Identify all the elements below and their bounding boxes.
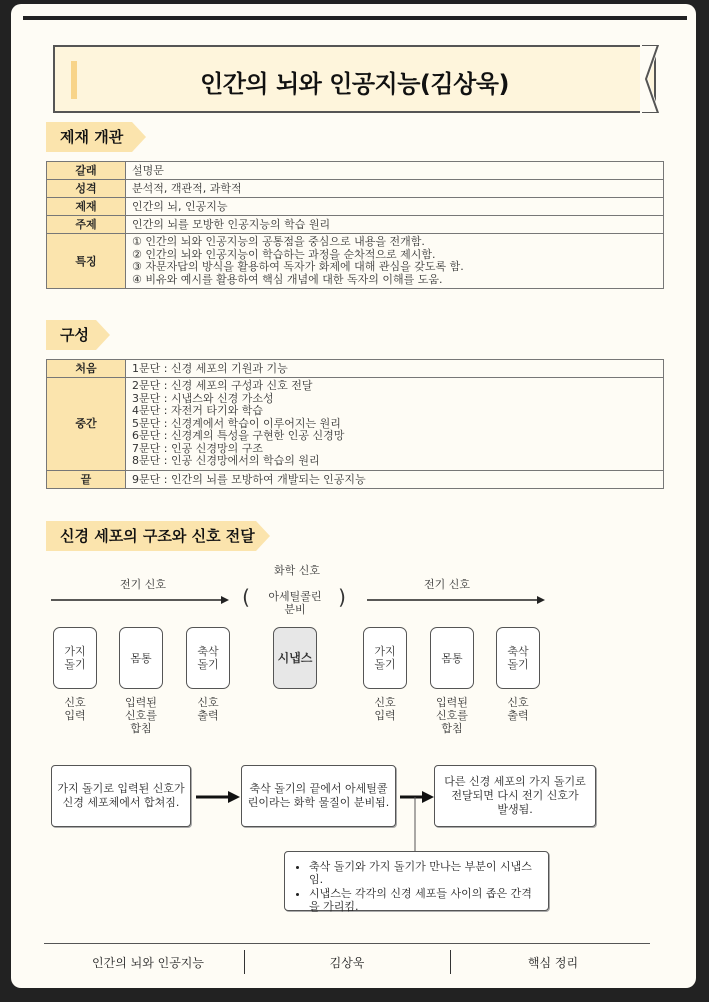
synapse-notes-box [284, 851, 549, 911]
row-value: 설명문 [126, 162, 664, 180]
arrow-right-icon [367, 594, 547, 606]
middle-cell [126, 378, 664, 471]
connector-line [413, 797, 417, 857]
row-value: 9문단 : 인간의 뇌를 모방하여 개발되는 인공지능 [126, 470, 664, 488]
row-label: 성격 [47, 180, 126, 198]
electric-signal-left-label: 전기 신호 [119, 578, 166, 591]
axon-box-left: 축삭 돌기 [186, 627, 230, 689]
paragraph-item: 8문단 : 인공 신경망에서의 학습의 원리 [132, 454, 320, 467]
paragraph-item: 5문단 : 신경계에서 학습이 이루어지는 원리 [132, 416, 341, 430]
feature-item: ④ 비유와 예시를 활용하여 핵심 개념에 대한 독자의 이해를 도움. [132, 272, 443, 286]
row-value: 1문단 : 신경 세포의 기원과 기능 [126, 360, 664, 378]
footer-rule [44, 943, 650, 944]
output-label-right: 신호 출력 [507, 696, 529, 722]
electric-signal-right-label: 전기 신호 [423, 578, 470, 591]
footer-author: 김상욱 [329, 956, 365, 970]
table-row [47, 198, 664, 216]
row-value: 인간의 뇌를 모방한 인공지능의 학습 원리 [126, 216, 664, 234]
row-label: 주제 [47, 216, 126, 234]
bracket-open: ( [242, 585, 250, 609]
synapse-box: 시냅스 [273, 627, 317, 689]
paragraph-item: 7문단 : 인공 신경망의 구조 [132, 441, 263, 455]
table-row [47, 162, 664, 180]
acetylcholine-label: 아세틸콜린 분비 [268, 590, 322, 616]
input-label-left: 신호 입력 [64, 696, 86, 722]
flow-arrow-1-icon [196, 790, 242, 804]
flow-step-1: 가지 돌기로 입력된 신호가 신경 세포체에서 합쳐짐. [51, 765, 191, 827]
soma-box-left: 몸통 [119, 627, 163, 689]
feature-item: ③ 자문자답의 방식을 활용하여 독자가 화제에 대해 관심을 갖도록 함. [132, 260, 464, 273]
section-overview-tag: 제재 개관 [46, 122, 132, 152]
footer-title: 인간의 뇌와 인공지능 [92, 956, 204, 970]
row-label: 제재 [47, 198, 126, 216]
section-structure-tag: 구성 [46, 320, 96, 350]
row-label: 처음 [47, 360, 126, 378]
table-row [47, 180, 664, 198]
paragraph-item: 2문단 : 신경 세포의 구성과 신호 전달 [132, 379, 313, 392]
page-title: 인간의 뇌와 인공지능(김상욱) [200, 70, 509, 98]
row-label: 특징 [47, 234, 126, 289]
flow-step-2: 축삭 돌기의 끝에서 아세틸콜 린이라는 화학 물질이 분비됨. [241, 765, 396, 827]
axon-box-right: 축삭 돌기 [496, 627, 540, 689]
paragraph-item: 3문단 : 시냅스와 신경 가소성 [132, 391, 274, 405]
section-neuron-tag: 신경 세포의 구조와 신호 전달 [46, 521, 256, 551]
table-row [47, 470, 664, 488]
row-label: 끝 [47, 470, 126, 488]
title-banner [53, 45, 656, 113]
row-label: 갈래 [47, 162, 126, 180]
table-row [47, 234, 664, 289]
banner-notch-icon [640, 45, 670, 113]
bracket-close: ) [338, 585, 346, 609]
merge-label-left: 입력된 신호를 합침 [125, 696, 157, 735]
merge-label-right: 입력된 신호를 합침 [436, 696, 468, 735]
flow-step-3: 다른 신경 세포의 가지 돌기로 전달되면 다시 전기 신호가 발생됨. [434, 765, 596, 827]
footer-section: 핵심 정리 [527, 956, 579, 970]
note-item: • 축삭 돌기와 가지 돌기가 만나는 부분이 시냅스임. [309, 860, 538, 886]
paragraph-item: 4문단 : 자전거 타기와 학습 [132, 404, 263, 417]
structure-table [46, 359, 664, 489]
table-row [47, 378, 664, 471]
flow-arrow-2-icon [400, 790, 436, 804]
soma-box-right: 몸통 [430, 627, 474, 689]
features-cell [126, 234, 664, 289]
table-row [47, 360, 664, 378]
page [11, 4, 696, 988]
feature-item: ② 인간의 뇌와 인공지능이 학습하는 과정을 순차적으로 제시함. [132, 247, 436, 261]
chemical-signal-label: 화학 신호 [273, 564, 320, 577]
arrow-left-icon [51, 594, 231, 606]
footer-divider [450, 950, 451, 974]
input-label-right: 신호 입력 [374, 696, 396, 722]
row-value: 분석적, 객관적, 과학적 [126, 180, 664, 198]
dendrite-box-left: 가지 돌기 [53, 627, 97, 689]
output-label-left: 신호 출력 [197, 696, 219, 722]
paragraph-item: 6문단 : 신경계의 특성을 구현한 인공 신경망 [132, 429, 345, 442]
row-value: 인간의 뇌, 인공지능 [126, 198, 664, 216]
feature-item: ① 인간의 뇌와 인공지능의 공통점을 중심으로 내용을 전개함. [132, 235, 425, 248]
footer-divider [244, 950, 245, 974]
overview-table [46, 161, 664, 289]
row-label: 중간 [47, 378, 126, 471]
dendrite-box-right: 가지 돌기 [363, 627, 407, 689]
table-row [47, 216, 664, 234]
note-item: • 시냅스는 각각의 신경 세포들 사이의 좁은 간격을 가리킴. [309, 887, 538, 913]
top-rule [23, 16, 687, 20]
